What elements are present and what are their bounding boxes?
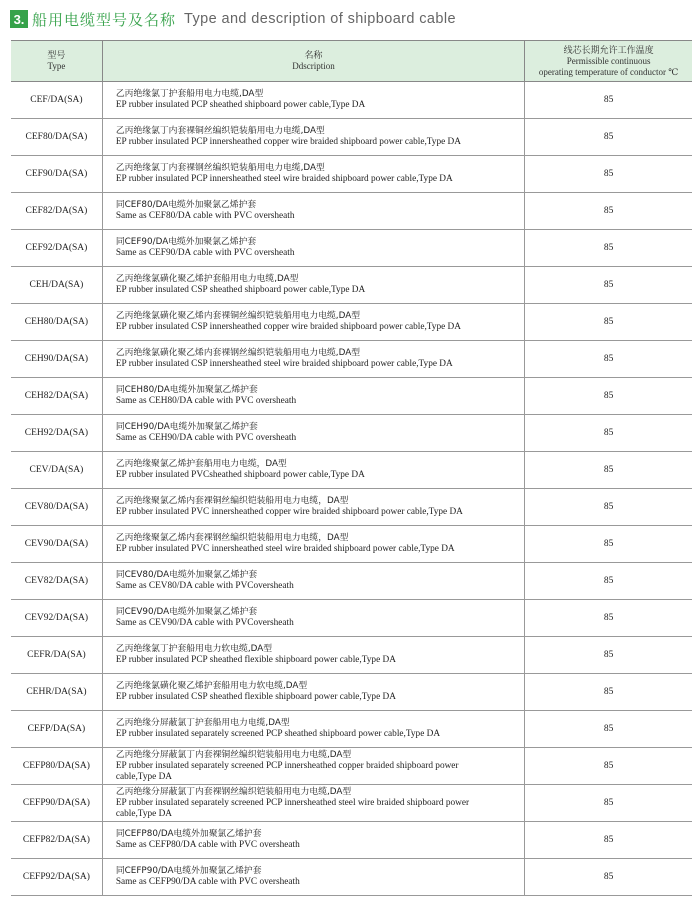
description-en: EP rubber insulated PCP sheathed shipboard power cable,Type DA: [115, 100, 366, 111]
description-cn: 乙丙绝缘分屏蔽氯丁内套裸钢丝编织铠装船用电力电缆,DA型: [115, 787, 352, 797]
description-cn: 同CEV90/DA电缆外加聚氯乙烯护套: [115, 607, 258, 618]
cell-description: [103, 674, 525, 710]
description-cn: 同CEH80/DA电缆外加聚氯乙烯护套: [115, 385, 258, 396]
description-en: EP rubber insulated CSP innersheathed steel wire braided shipboard power cable,Type DA: [115, 359, 453, 370]
description-en: EP rubber insulated PCP innersheathed copper wire braided shipboard power cable,Type DA: [115, 137, 461, 148]
description-en: Same as CEV90/DA cable with PVCoversheath: [115, 618, 294, 629]
cell-description: [103, 748, 525, 784]
cell-temperature: 85: [603, 687, 614, 697]
description-en: EP rubber insulated separately screened PCP innersheathed copper braided shipboard power cable,Type DA: [115, 761, 459, 782]
description-cn: 乙丙绝缘分屏蔽氯丁护套船用电力电缆,DA型: [115, 718, 290, 729]
cell-description: [103, 82, 525, 118]
cell-temperature: 85: [603, 206, 614, 216]
cell-type: CEHR/DA(SA): [11, 674, 103, 710]
table-row: [11, 378, 692, 415]
table-row: [11, 711, 692, 748]
cell-description: [103, 230, 525, 266]
cell-temperature: 85: [603, 280, 614, 290]
description-cn: 乙丙绝缘氯磺化聚乙烯护套船用电力软电缆,DA型: [115, 681, 308, 692]
description-cn: 同CEF80/DA电缆外加聚氯乙烯护套: [115, 200, 257, 211]
description-en: Same as CEF90/DA cable with PVC oversheath: [115, 248, 295, 259]
cell-temperature: 85: [603, 95, 614, 105]
table-row: [11, 82, 692, 119]
cell-temperature: 85: [603, 576, 614, 586]
table-row: [11, 859, 692, 896]
table-body: [11, 82, 692, 896]
table-row: [11, 452, 692, 489]
cell-temperature: 85: [603, 613, 614, 623]
cell-type: CEH92/DA(SA): [11, 415, 103, 451]
cell-type: CEH80/DA(SA): [11, 304, 103, 340]
cell-type: CEFP92/DA(SA): [11, 859, 103, 895]
cell-description: [103, 526, 525, 562]
cell-temperature: 85: [603, 391, 614, 401]
description-cn: 同CEFP90/DA电缆外加聚氯乙烯护套: [115, 866, 262, 877]
cell-description: [103, 637, 525, 673]
description-en: Same as CEH80/DA cable with PVC oversheath: [115, 396, 297, 407]
cell-description: [103, 859, 525, 895]
cell-temperature: 85: [603, 835, 614, 845]
header-description: [103, 41, 525, 81]
cell-temperature: 85: [603, 465, 614, 475]
table-row: [11, 822, 692, 859]
description-en: Same as CEF80/DA cable with PVC oversheath: [115, 211, 295, 222]
cell-temperature: 85: [603, 761, 614, 771]
table-row: [11, 563, 692, 600]
cell-description: [103, 452, 525, 488]
description-cn: 同CEFP80/DA电缆外加聚氯乙烯护套: [115, 829, 262, 840]
cell-type: CEV90/DA(SA): [11, 526, 103, 562]
header-desc-cn: 名称: [304, 50, 323, 60]
table-row: [11, 600, 692, 637]
cell-temperature: 85: [603, 502, 614, 512]
table-row: [11, 785, 692, 822]
cell-type: CEFR/DA(SA): [11, 637, 103, 673]
header-temp-en2: operating temperature of conductor ℃: [538, 66, 679, 77]
cell-type: CEF90/DA(SA): [11, 156, 103, 192]
cell-description: [103, 378, 525, 414]
description-en: EP rubber insulated PCP innersheathed steel wire braided shipboard power cable,Type DA: [115, 174, 453, 185]
description-cn: 乙丙绝缘分屏蔽氯丁内套裸铜丝编织铠装船用电力电缆,DA型: [115, 750, 352, 760]
section-title-en: Type and description of shipboard cable: [184, 11, 456, 27]
cell-description: [103, 119, 525, 155]
header-desc-en: Ddscription: [292, 61, 335, 71]
cell-description: [103, 341, 525, 377]
description-cn: 乙丙绝缘聚氯乙烯护套船用电力电缆，DA型: [115, 459, 287, 470]
cell-type: CEV82/DA(SA): [11, 563, 103, 599]
cell-description: [103, 415, 525, 451]
table-header-row: [11, 41, 692, 82]
description-en: Same as CEFP80/DA cable with PVC oversheath: [115, 840, 300, 851]
header-type: [11, 41, 103, 81]
cell-temperature: 85: [603, 798, 614, 808]
table-row: [11, 489, 692, 526]
description-en: EP rubber insulated CSP innersheathed copper wire braided shipboard power cable,Type DA: [115, 322, 461, 333]
description-cn: 乙丙绝缘聚氯乙烯内套裸钢丝编织铠装船用电力电缆，DA型: [115, 533, 349, 544]
cell-type: CEV92/DA(SA): [11, 600, 103, 636]
cell-type: CEV/DA(SA): [11, 452, 103, 488]
description-en: EP rubber insulated PCP sheathed flexible shipboard power cable,Type DA: [115, 655, 396, 666]
table-row: [11, 156, 692, 193]
cable-type-table: [11, 40, 692, 896]
cell-temperature: 85: [603, 354, 614, 364]
cell-type: CEF/DA(SA): [11, 82, 103, 118]
cell-type: CEF80/DA(SA): [11, 119, 103, 155]
cell-temperature: 85: [603, 650, 614, 660]
description-cn: 乙丙绝缘氯磺化聚乙烯内套裸铜丝编织铠装船用电力电缆,DA型: [115, 311, 361, 322]
description-cn: 乙丙绝缘氯磺化聚乙烯内套裸钢丝编织铠装船用电力电缆,DA型: [115, 348, 361, 359]
cell-type: CEH90/DA(SA): [11, 341, 103, 377]
description-cn: 乙丙绝缘氯丁护套船用电力电缆,DA型: [115, 89, 264, 100]
description-cn: 同CEF90/DA电缆外加聚氯乙烯护套: [115, 237, 257, 248]
description-en: EP rubber insulated PVC innersheathed steel wire braided shipboard power cable,Type DA: [115, 544, 455, 555]
cell-temperature: 85: [603, 428, 614, 438]
header-temp-cn: 线芯长期允许工作温度: [563, 44, 654, 55]
cell-type: CEFP90/DA(SA): [11, 785, 103, 821]
cell-temperature: 85: [603, 724, 614, 734]
header-type-cn: 型号: [47, 50, 66, 60]
table-row: [11, 267, 692, 304]
table-row: [11, 230, 692, 267]
description-en: EP rubber insulated PVC innersheathed copper wire braided shipboard power cable,Type DA: [115, 507, 463, 518]
table-row: [11, 304, 692, 341]
cell-description: [103, 489, 525, 525]
cell-temperature: 85: [603, 872, 614, 882]
table-row: [11, 526, 692, 563]
cell-description: [103, 600, 525, 636]
cell-description: [103, 711, 525, 747]
description-cn: 乙丙绝缘氯丁护套船用电力软电缆,DA型: [115, 644, 273, 655]
section-title-cn: 船用电缆型号及名称: [32, 10, 177, 29]
cell-description: [103, 822, 525, 858]
cell-description: [103, 193, 525, 229]
cell-description: [103, 304, 525, 340]
table-row: [11, 637, 692, 674]
description-en: EP rubber insulated PVCsheathed shipboard power cable,Type DA: [115, 470, 365, 481]
cell-description: [103, 563, 525, 599]
section-heading: [10, 9, 456, 29]
description-en: EP rubber insulated separately screened PCP innersheathed steel wire braided shipboard power cable,Type DA: [115, 798, 470, 819]
cell-temperature: 85: [603, 243, 614, 253]
cell-description: [103, 785, 525, 821]
cell-temperature: 85: [603, 132, 614, 142]
description-en: Same as CEH90/DA cable with PVC oversheath: [115, 433, 297, 444]
table-row: [11, 415, 692, 452]
description-cn: 乙丙绝缘聚氯乙烯内套裸铜丝编织铠装船用电力电缆，DA型: [115, 496, 349, 507]
cell-type: CEF92/DA(SA): [11, 230, 103, 266]
cell-type: CEFP80/DA(SA): [11, 748, 103, 784]
cell-type: CEFP82/DA(SA): [11, 822, 103, 858]
cell-temperature: 85: [603, 317, 614, 327]
description-cn: 乙丙绝缘氯丁内套裸铜丝编织铠装船用电力电缆,DA型: [115, 126, 325, 137]
cell-description: [103, 156, 525, 192]
cell-temperature: 85: [603, 169, 614, 179]
description-cn: 同CEH90/DA电缆外加聚氯乙烯护套: [115, 422, 258, 433]
description-en: EP rubber insulated separately screened PCP sheathed shipboard power cable,Type DA: [115, 729, 441, 740]
description-en: Same as CEFP90/DA cable with PVC oversheath: [115, 877, 300, 888]
cell-type: CEF82/DA(SA): [11, 193, 103, 229]
header-type-en: Type: [47, 61, 66, 71]
cell-temperature: 85: [603, 539, 614, 549]
description-cn: 乙丙绝缘氯磺化聚乙烯护套船用电力电缆,DA型: [115, 274, 299, 285]
cell-type: CEFP/DA(SA): [11, 711, 103, 747]
section-number-badge: 3.: [10, 10, 28, 28]
description-en: EP rubber insulated CSP sheathed flexible shipboard power cable,Type DA: [115, 692, 396, 703]
cell-description: [103, 267, 525, 303]
description-en: Same as CEV80/DA cable with PVCoversheath: [115, 581, 294, 592]
table-row: [11, 119, 692, 156]
description-cn: 同CEV80/DA电缆外加聚氯乙烯护套: [115, 570, 258, 581]
cell-type: CEH82/DA(SA): [11, 378, 103, 414]
table-row: [11, 341, 692, 378]
cell-type: CEV80/DA(SA): [11, 489, 103, 525]
cell-type: CEH/DA(SA): [11, 267, 103, 303]
table-row: [11, 674, 692, 711]
description-en: EP rubber insulated CSP sheathed shipboard power cable,Type DA: [115, 285, 366, 296]
header-temp-en1: Permissible continuous: [566, 55, 651, 66]
table-row: [11, 748, 692, 785]
description-cn: 乙丙绝缘氯丁内套裸钢丝编织铠装船用电力电缆,DA型: [115, 163, 325, 174]
header-temperature: [525, 41, 692, 81]
table-row: [11, 193, 692, 230]
